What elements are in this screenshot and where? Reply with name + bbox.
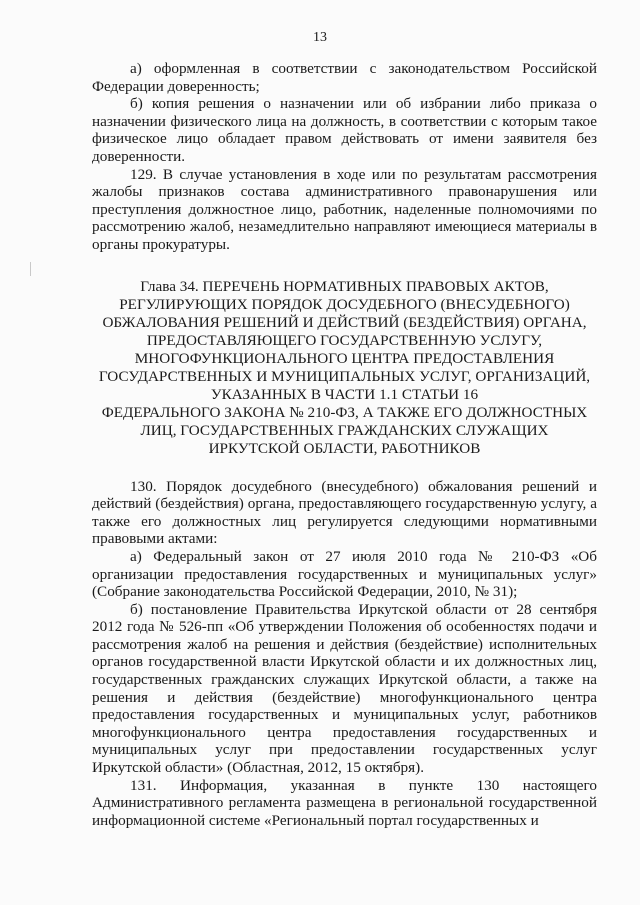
paragraph-item-b: б) копия решения о назначении или об избрании либо приказа о назначении физического лица на должность, в соответствии с которым такое физическое лицо обладает правом действовать от имени заявителя без доверенности. xyxy=(92,95,597,165)
document-body xyxy=(92,60,597,829)
chapter-line: ОБЖАЛОВАНИЯ РЕШЕНИЙ И ДЕЙСТВИЙ (БЕЗДЕЙСТВИЯ) ОРГАНА, xyxy=(102,313,587,331)
chapter-line: Глава 34. ПЕРЕЧЕНЬ НОРМАТИВНЫХ ПРАВОВЫХ АКТОВ, xyxy=(140,277,549,295)
chapter-line: ФЕДЕРАЛЬНОГО ЗАКОНА № 210-ФЗ, А ТАКЖЕ ЕГО ДОЛЖНОСТНЫХ xyxy=(101,403,588,421)
paragraph-130-item-b: б) постановление Правительства Иркутской области от 28 сентября 2012 года № 526-пп «Об утверждении Положения об особенностях подачи и рассмотрения жалоб на решения и действия (бездействие) исполнительных органов государственной власти Иркутской области и их должностных лиц, государственных гражданских служащих Иркутской области, а также на решения и действия (бездействие) многофункционального центра предоставления государственных и муниципальных услуг, работников многофункционального центра предоставления государственных и муниципальных услуг при предоставлении государственных услуг Иркутской области» (Областная, 2012, 15 октября). xyxy=(92,600,597,777)
chapter-line: УКАЗАННЫХ В ЧАСТИ 1.1 СТАТЬИ 16 xyxy=(210,385,479,403)
margin-mark xyxy=(30,262,31,276)
paragraph-129: 129. В случае установления в ходе или по результатам рассмотрения жалобы признаков состава административного правонарушения или преступления должностное лицо, работник, наделенные полномочиями по рассмотрению жалоб, незамедлительно направляют имеющиеся материалы в органы прокуратуры. xyxy=(92,165,597,253)
chapter-heading xyxy=(92,278,597,458)
chapter-line: ЛИЦ, ГОСУДАРСТВЕННЫХ ГРАЖДАНСКИХ СЛУЖАЩИХ xyxy=(140,421,549,439)
chapter-line: ПРЕДОСТАВЛЯЮЩЕГО ГОСУДАРСТВЕННУЮ УСЛУГУ, xyxy=(146,331,543,349)
paragraph-131: 131. Информация, указанная в пункте 130 настоящего Административного регламента размещена в региональной государственной информационной системе «Региональный портал государственных и xyxy=(92,776,597,829)
chapter-line: ИРКУТСКОЙ ОБЛАСТИ, РАБОТНИКОВ xyxy=(208,439,481,457)
chapter-line: ГОСУДАРСТВЕННЫХ И МУНИЦИПАЛЬНЫХ УСЛУГ, ОРГАНИЗАЦИЙ, xyxy=(98,367,591,385)
paragraph-130: 130. Порядок досудебного (внесудебного) обжалования решений и действий (бездействия) органа, предоставляющего государственную услугу, а также его должностных лиц регулируется следующими нормативными правовыми актами: xyxy=(92,477,597,548)
page-number: 13 xyxy=(313,30,327,45)
paragraph-130-item-a: а) Федеральный закон от 27 июля 2010 года № 210-ФЗ «Об организации предоставления государственных и муниципальных услуг» (Собрание законодательства Российской Федерации, 2010, № 31); xyxy=(92,547,597,601)
chapter-line: МНОГОФУНКЦИОНАЛЬНОГО ЦЕНТРА ПРЕДОСТАВЛЕНИЯ xyxy=(134,349,555,367)
paragraph-item-a: а) оформленная в соответствии с законодательством Российской Федерации доверенность; xyxy=(92,60,597,95)
chapter-line: РЕГУЛИРУЮЩИХ ПОРЯДОК ДОСУДЕБНОГО (ВНЕСУДЕБНОГО) xyxy=(119,295,570,313)
